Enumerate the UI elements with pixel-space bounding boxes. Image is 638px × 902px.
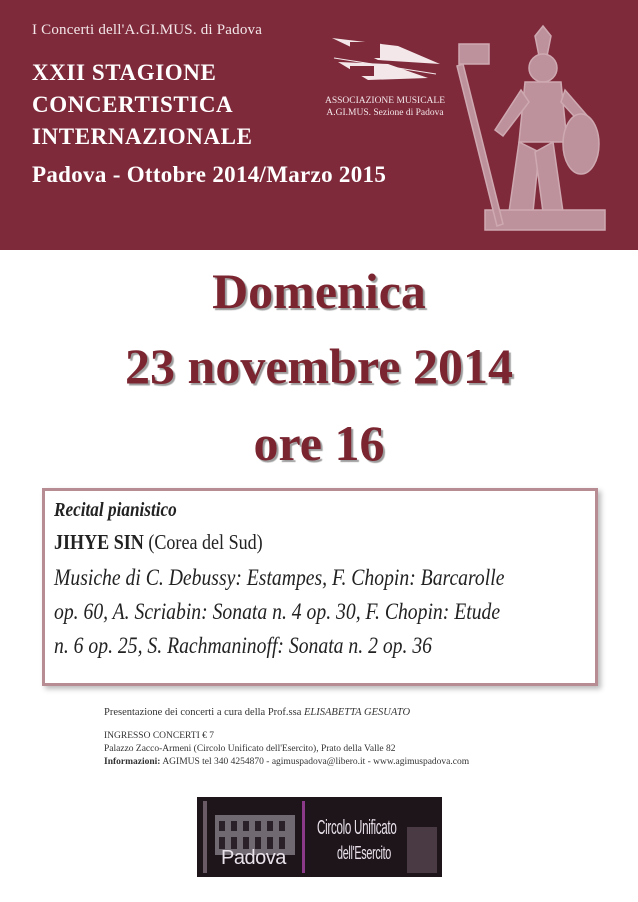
program-box [42,488,598,686]
event-time: ore 16 [253,415,385,471]
artist-country: (Corea del Sud) [148,530,263,554]
venue-address: Palazzo Zacco-Armeni (Circolo Unificato dell'Esercito), Prato della Valle 82 [104,744,396,754]
season-title-line-3: INTERNAZIONALE [32,124,253,149]
program-line: n. 6 op. 25, S. Rachmaninoff: Sonata n. 2 op. 36 [54,633,432,658]
info-text: AGIMUS tel 340 4254870 - agimuspadova@libero.it - www.agimuspadova.com [160,757,470,767]
presenter-name: ELISABETTA GESUATO [304,707,411,718]
program-line: op. 60, A. Scriabin: Sonata n. 4 op. 30, F. Chopin: Etude [54,599,501,624]
season-title-line-1: XXII STAGIONE [32,60,217,85]
venue-city: Padova [221,847,286,869]
venue-name-line-1: Circolo Unificato [317,817,397,839]
program-line: Musiche di C. Debussy: Estampes, F. Chopin: Barcarolle [54,565,505,590]
season-dates: Padova - Ottobre 2014/Marzo 2015 [32,162,387,187]
association-section: A.GI.MUS. Sezione di Padova [326,108,444,118]
agimus-logo-icon [328,34,448,92]
contact-info [104,756,469,769]
recital-type: Recital pianistico [54,499,177,521]
presentation-credit [104,707,410,718]
event-day: Domenica [212,263,426,319]
association-name: ASSOCIAZIONE MUSICALE [324,96,446,106]
event-date: 23 novembre 2014 [125,338,513,394]
ticket-price: INGRESSO CONCERTI € 7 [104,731,215,741]
venue-name-line-2: dell'Esercito [337,843,391,863]
concert-series-subtitle: I Concerti dell'A.GI.MUS. di Padova [32,22,263,38]
artist-line [54,530,263,555]
season-title-line-2: CONCERTISTICA [32,92,234,117]
presentation-prefix: Presentazione dei concerti a cura della Prof.ssa [104,707,304,718]
statue-illustration-icon [455,24,625,246]
info-block [104,730,469,769]
program-details [54,561,593,663]
venue-logo [197,797,442,877]
artist-name: JIHYE SIN [54,530,144,554]
association-caption [305,95,465,119]
info-label: Informazioni: [104,757,161,767]
header-banner [0,0,638,250]
